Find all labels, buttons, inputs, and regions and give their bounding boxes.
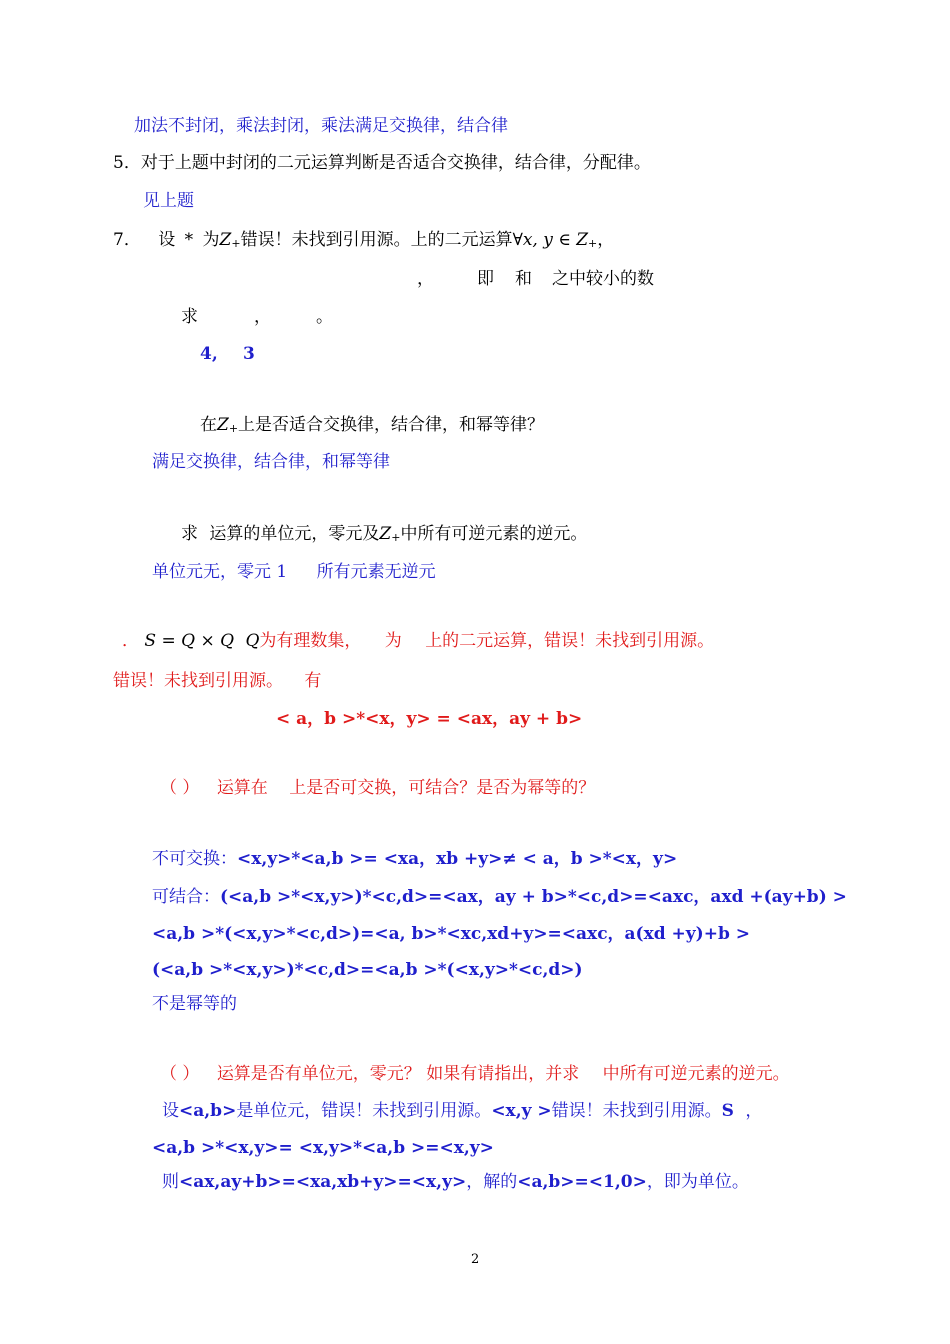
text-fragment: ，	[745, 1101, 763, 1121]
answer-not-idempotent: 不是幂等的	[152, 994, 237, 1014]
text-fragment: 运算的单位元，零元及	[209, 524, 380, 544]
answer-identity	[152, 561, 436, 583]
text-fragment: 运算在	[216, 778, 268, 798]
text-fragment: 为	[202, 230, 220, 250]
answer-identity-equation: <a,b >*<x,y>= <x,y>*<a,b >=<x,y>	[152, 1138, 494, 1158]
answer-associative-2: <a,b >*(<x,y>*<c,d>)=<a, b>*<xc,xd+y>=<axc，a(xd +y)+b >	[152, 924, 751, 944]
ask-period: 。	[316, 307, 333, 327]
text-fragment: 设	[158, 230, 176, 250]
text-fragment: ，	[597, 230, 615, 250]
question-part-1	[160, 777, 595, 799]
ask-comma: ，	[254, 307, 271, 327]
math-expression: <a,b>=<1,0>	[517, 1172, 647, 1192]
text-fragment: 单位元无，零元 1	[152, 562, 288, 582]
answer-associative-3: (<a,b >*<x,y>)*<c,d>=<a,b >*(<x,y>*<c,d>)	[152, 960, 583, 980]
operator-symbol: *	[184, 230, 194, 250]
text-fragment: 为	[384, 631, 402, 651]
text-fragment: 为有理数集，	[259, 631, 362, 651]
answer-see-above: 见上题	[143, 191, 194, 211]
text-fragment: 有	[304, 671, 322, 691]
math-expression: <a,b>	[179, 1101, 237, 1121]
math-symbol: Z	[219, 230, 232, 250]
math-symbol: S	[721, 1101, 734, 1121]
definition-smaller: 之中较小的数	[552, 269, 654, 289]
text-fragment: 求	[181, 524, 198, 544]
text-fragment: 中所有可逆元素的逆元。	[602, 1064, 790, 1084]
question-laws: 在Z+上是否适合交换律，结合律，和幂等律？	[200, 415, 545, 435]
answer-line-1: 加法不封闭，乘法封闭，乘法满足交换律，结合律	[134, 116, 508, 136]
ask-qiu: 求	[181, 307, 198, 327]
math-symbol: Q	[245, 631, 260, 651]
text-fragment: ．	[122, 631, 139, 651]
question-8	[122, 630, 714, 652]
definition-comma: ，	[417, 269, 434, 289]
definition-he: 和	[515, 269, 532, 289]
math-expression: <ax,ay+b>=<xa,xb+y>=<x,y>	[179, 1172, 467, 1192]
question-identity: 求 运算的单位元，零元及Z+中所有可逆元素的逆元。	[181, 524, 588, 544]
text-fragment: （ ）	[160, 778, 200, 798]
question-number: 7．	[113, 230, 141, 250]
question-7: 7． 设 * 为Z+错误！未找到引用源。上的二元运算∀x, y ∈ Z+，	[113, 230, 615, 250]
answer-3: 3	[243, 344, 255, 364]
answer-associative	[152, 886, 847, 908]
text-fragment: 不可交换：	[152, 849, 237, 869]
math-expression: S = Q × Q	[144, 631, 235, 651]
text-fragment: 错误！未找到引用源。上的二元运算	[240, 230, 513, 250]
text-fragment: 则	[162, 1172, 179, 1192]
math-expression: ∀x, y ∈ Z	[512, 230, 589, 250]
text-fragment: 在	[200, 415, 217, 435]
text-fragment: 上是否适合交换律，结合律，和幂等律？	[238, 415, 545, 435]
text-fragment: 可结合：	[152, 887, 220, 907]
definition-ji: 即	[477, 269, 494, 289]
answer-identity-setup	[162, 1100, 762, 1122]
answer-identity-result	[162, 1171, 749, 1193]
text-fragment: 中所有可逆元素的逆元。	[400, 524, 588, 544]
text-fragment: 错误！未找到引用源。	[551, 1101, 722, 1121]
text-fragment: 运算是否有单位元，零元？ 如果有请指出，并求	[216, 1064, 580, 1084]
answer-4: 4,	[200, 344, 218, 364]
math-expression: <x,y >	[491, 1101, 552, 1121]
text-fragment: 所有元素无逆元	[316, 562, 436, 582]
text-fragment: 上的二元运算，错误！未找到引用源。	[425, 631, 715, 651]
text-fragment: ，解的	[466, 1172, 518, 1192]
question-number: 5．	[113, 153, 141, 173]
text-fragment: 设	[162, 1101, 179, 1121]
error-ref-line	[113, 670, 321, 692]
text-fragment: 上是否可交换，可结合？是否为幂等的？	[289, 778, 596, 798]
question-text: 对于上题中封闭的二元运算判断是否适合交换律，结合律，分配律。	[140, 153, 651, 173]
math-expression: (<a,b >*<x,y>)*<c,d>=<ax，ay + b>*<c,d>=<axc，axd +(ay+b) >	[220, 887, 847, 907]
answer-not-commutative	[152, 848, 677, 870]
page-number: 2	[471, 1252, 480, 1267]
math-expression: <x,y>*<a,b >= <xa，xb +y>≠ < a，b >*<x，y>	[237, 849, 678, 869]
question-part-2	[160, 1063, 790, 1085]
question-5	[113, 152, 651, 174]
answer-laws: 满足交换律，结合律，和幂等律	[152, 452, 390, 472]
text-fragment: ，即为单位。	[646, 1172, 749, 1192]
operation-definition: < a，b >*<x，y> = <ax，ay + b>	[276, 709, 583, 729]
text-fragment: 是单位元，错误！未找到引用源。	[236, 1101, 492, 1121]
text-fragment: 错误！未找到引用源。	[113, 671, 283, 691]
text-fragment: （ ）	[160, 1064, 200, 1084]
